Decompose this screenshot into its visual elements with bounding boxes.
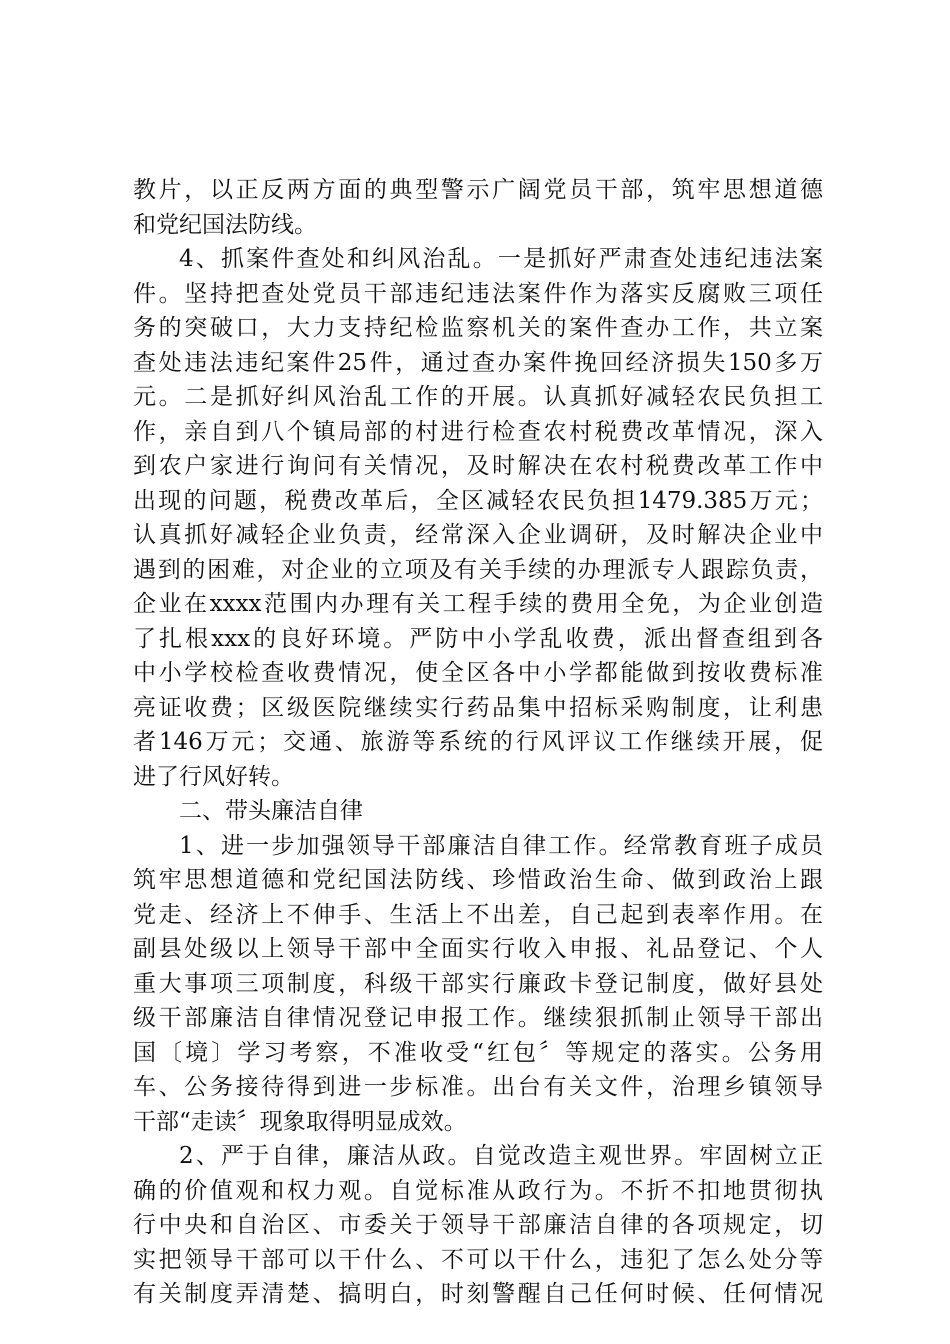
text-line: 务的突破口，大力支持纪检监察机关的案件查办工作，共立案 bbox=[133, 315, 823, 341]
text-line: 重大事项三项制度，科级干部实行廉政卡登记制度，做好县处 bbox=[133, 970, 823, 997]
text-line: 了扎根xxx的良好环境。严防中小学乱收费，派出督查组到各 bbox=[133, 625, 823, 652]
text-line: 元。二是抓好纠风治乱工作的开展。认真抓好减轻农民负担工 bbox=[133, 384, 823, 410]
text-line: 干部“走读〞现象取得明显成效。 bbox=[133, 1108, 467, 1135]
text-line: 和党纪国法防线。 bbox=[133, 211, 317, 238]
text-line: 国〔境〕学习考察，不准收受“红包〞等规定的落实。公务用 bbox=[133, 1039, 823, 1066]
text-line: 行中央和自治区、市委关于领导干部廉洁自律的各项规定，切 bbox=[133, 1212, 823, 1238]
text-line: 车、公务接待得到进一步标准。出台有关文件，治理乡镇领导 bbox=[133, 1074, 823, 1100]
section-heading: 二、带头廉洁自律 bbox=[179, 798, 363, 824]
paragraph-start-line: 2、严于自律，廉洁从政。自觉改造主观世界。牢固树立正 bbox=[179, 1143, 823, 1169]
text-line: 件。坚持把查处党员干部违纪违法案件作为落实反腐败三项任 bbox=[133, 280, 823, 307]
text-line: 出现的问题，税费改革后，全区减轻农民负担1479.385万元； bbox=[133, 487, 823, 514]
text-line: 筑牢思想道德和党纪国法防线、珍惜政治生命、做到政治上跟 bbox=[133, 867, 823, 893]
text-line: 进了行风好转。 bbox=[133, 763, 294, 790]
text-line: 中小学校检查收费情况，使全区各中小学都能做到按收费标准 bbox=[133, 660, 823, 686]
text-line: 作，亲自到八个镇局部的村进行检查农村税费改革情况，深入 bbox=[133, 418, 823, 445]
text-line: 遇到的困难，对企业的立项及有关手续的办理派专人跟踪负责， bbox=[133, 556, 823, 583]
text-line: 党走、经济上不伸手、生活上不出差，自己起到表率作用。在 bbox=[133, 901, 823, 928]
text-line: 者146万元；交通、旅游等系统的行风评议工作继续开展，促 bbox=[133, 729, 823, 755]
text-line: 认真抓好减轻企业负责，经常深入企业调研，及时解决企业中 bbox=[133, 522, 823, 548]
text-line: 有关制度弄清楚、搞明白，时刻警醒自己任何时候、任何情况 bbox=[133, 1281, 823, 1307]
text-line: 教片，以正反两方面的典型警示广阔党员干部，筑牢思想道德 bbox=[133, 177, 823, 203]
text-line: 到农户家进行询问有关情况，及时解决在农村税费改革工作中 bbox=[133, 453, 823, 479]
paragraph-start-line: 1、进一步加强领导干部廉洁自律工作。经常教育班子成员 bbox=[179, 832, 823, 859]
text-line: 确的价值观和权力观。自觉标准从政行为。不折不扣地贯彻执 bbox=[133, 1177, 823, 1204]
paragraph-start-line: 4、抓案件查处和纠风治乱。一是抓好严肃查处违纪违法案 bbox=[179, 246, 823, 272]
text-line: 查处违法违纪案件25件，通过查办案件挽回经济损失150多万 bbox=[133, 349, 823, 376]
text-line: 企业在xxxx范围内办理有关工程手续的费用全免，为企业创造 bbox=[133, 591, 823, 617]
text-line: 副县处级以上领导干部中全面实行收入申报、礼品登记、个人 bbox=[133, 936, 823, 962]
document-body bbox=[133, 173, 823, 1312]
text-line: 级干部廉洁自律情况登记申报工作。继续狠抓制止领导干部出 bbox=[133, 1005, 823, 1031]
text-line: 亮证收费；区级医院继续实行药品集中招标采购制度，让利患 bbox=[133, 694, 823, 721]
text-line: 实把领导干部可以干什么、不可以干什么，违犯了怎么处分等 bbox=[133, 1246, 823, 1273]
